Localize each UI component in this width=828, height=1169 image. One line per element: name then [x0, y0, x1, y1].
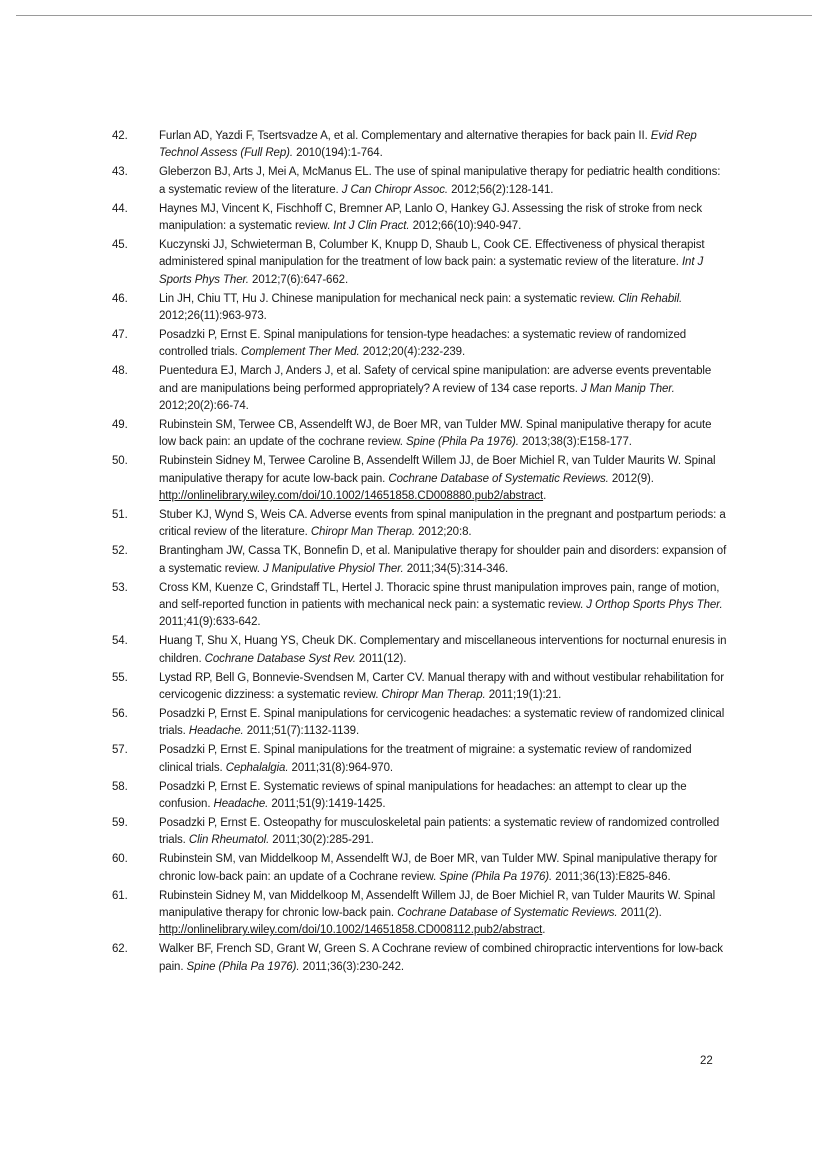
reference-item: [112, 815, 728, 850]
reference-citation: 2012;20(2):66-74.: [159, 400, 249, 413]
reference-authors-title: Posadzki P, Ernst E. Spinal manipulations for cervicogenic headaches: a systematic review of randomized clinical trials.: [159, 708, 725, 738]
reference-authors-title: Rubinstein SM, Terwee CB, Assendelft WJ, de Boer MR, van Tulder MW. Spinal manipulative therapy for acute low back pain: an update of the cochrane review.: [159, 419, 712, 449]
reference-citation: 2011;51(9):1419-1425.: [268, 798, 386, 811]
reference-item: [112, 363, 728, 415]
reference-citation: 2011;41(9):633-642.: [159, 616, 261, 629]
reference-citation: 2012;26(11):963-973.: [159, 310, 267, 323]
reference-item: [112, 543, 728, 578]
reference-item: [112, 851, 728, 886]
reference-journal: Spine (Phila Pa 1976).: [186, 960, 300, 973]
reference-item: [112, 779, 728, 814]
reference-citation: 2011(12).: [355, 652, 407, 665]
reference-journal: Headache.: [188, 725, 244, 738]
reference-item: [112, 507, 728, 542]
reference-journal: Complement Ther Med.: [240, 346, 360, 359]
reference-number: 57.: [112, 744, 128, 757]
reference-citation: 2012(9).: [608, 472, 654, 485]
reference-journal: Spine (Phila Pa 1976).: [439, 870, 553, 883]
reference-authors-title: Posadzki P, Ernst E. Spinal manipulations for tension-type headaches: a systematic review of randomized controlled trials.: [159, 328, 687, 359]
reference-journal: Clin Rehabil.: [618, 292, 683, 305]
reference-item: [112, 453, 728, 505]
reference-authors-title: Rubinstein SM, van Middelkoop M, Assendelft WJ, de Boer MR, van Tulder MW. Spinal manipulative therapy for chronic low-back pain: an update of a Cochrane review.: [159, 853, 718, 883]
reference-citation: 2012;20:8.: [415, 526, 472, 539]
reference-number: 56.: [112, 708, 128, 720]
reference-number: 55.: [112, 671, 128, 684]
reference-item: [112, 201, 728, 236]
reference-citation: 2013;38(3):E158-177.: [518, 436, 632, 449]
reference-authors-title: Furlan AD, Yazdi F, Tsertsvadze A, et al. Complementary and alternative therapies for back pain II.: [159, 130, 651, 142]
page-number: 22: [700, 1055, 713, 1067]
reference-authors-title: Lin JH, Chiu TT, Hu J. Chinese manipulation for mechanical neck pain: a systematic review.: [159, 292, 619, 305]
reference-journal: J Can Chiropr Assoc.: [341, 183, 448, 196]
reference-item: [112, 670, 728, 705]
reference-link[interactable]: http://onlinelibrary.wiley.com/doi/10.1002/14651858.CD008112.pub2/abstract: [159, 924, 543, 937]
reference-item: [112, 580, 728, 632]
reference-item: [112, 128, 728, 163]
reference-journal: Int J Sports Phys Ther.: [159, 256, 704, 286]
reference-number: 62.: [112, 943, 128, 956]
reference-list: [112, 128, 728, 978]
reference-item: [112, 164, 728, 199]
reference-authors-title: Posadzki P, Ernst E. Systematic reviews of spinal manipulations for headaches: an attempt to clear up the confusion.: [159, 780, 687, 811]
reference-journal: Evid Rep Technol Assess (Full Rep).: [159, 130, 697, 160]
reference-citation: 2010(194):1-764.: [292, 147, 383, 160]
reference-citation: 2011;36(13):E825-846.: [552, 870, 671, 883]
reference-citation: 2012;56(2):128-141.: [447, 183, 554, 196]
reference-journal: Chiropr Man Therap.: [310, 526, 416, 539]
reference-journal: Headache.: [213, 798, 269, 811]
reference-item: [112, 742, 728, 777]
reference-journal: Clin Rheumatol.: [188, 834, 270, 847]
reference-citation: 2012;7(6):647-662.: [248, 273, 349, 286]
reference-journal: Spine (Phila Pa 1976).: [405, 436, 519, 449]
reference-number: 59.: [112, 816, 128, 829]
reference-citation: 2011(2).: [617, 906, 662, 919]
reference-item: [112, 291, 728, 326]
reference-authors-title: Kuczynski JJ, Schwieterman B, Columber K, Knupp D, Shaub L, Cook CE. Effectiveness of physical therapist administered spinal manipulation for the treatment of low back pain: a systematic review of the literature.: [159, 238, 705, 269]
reference-citation: 2012;66(10):940-947.: [409, 220, 522, 233]
reference-number: 53.: [112, 581, 128, 594]
reference-item: [112, 633, 728, 668]
reference-citation: 2011;36(3):230-242.: [299, 960, 404, 973]
reference-journal: Int J Clin Pract.: [333, 220, 410, 233]
reference-authors-title: Rubinstein Sidney M, Terwee Caroline B, Assendelft Willem JJ, de Boer Michiel R, van Tulder Maurits W. Spinal manipulative therapy for acute low-back pain.: [159, 455, 716, 485]
reference-citation: 2012;20(4):232-239.: [359, 346, 466, 359]
reference-authors-title: Posadzki P, Ernst E. Osteopathy for musculoskeletal pain patients: a systematic review of randomized controlled trials.: [159, 816, 720, 847]
reference-journal: J Man Manip Ther.: [580, 382, 675, 395]
reference-journal: J Orthop Sports Phys Ther.: [586, 599, 723, 612]
reference-authors-title: Huang T, Shu X, Huang YS, Cheuk DK. Complementary and miscellaneous interventions for nocturnal enuresis in children.: [159, 635, 727, 665]
reference-authors-title: Posadzki P, Ernst E. Spinal manipulations for the treatment of migraine: a systematic review of randomized clinical trials.: [159, 744, 692, 774]
reference-number: 44.: [112, 202, 128, 215]
reference-citation: 2011;19(1):21.: [485, 689, 562, 702]
reference-item: [112, 237, 728, 289]
reference-number: 51.: [112, 509, 128, 522]
reference-authors-title: Rubinstein Sidney M, van Middelkoop M, Assendelft Willem JJ, de Boer Michiel R, van Tulder Maurits W. Spinal manipulative therapy for chronic low-back pain.: [159, 889, 716, 919]
reference-citation: 2011;34(5):314-346.: [403, 562, 509, 575]
reference-journal: Cephalalgia.: [225, 761, 289, 774]
reference-authors-title: Stuber KJ, Wynd S, Weis CA. Adverse events from spinal manipulation in the pregnant and postpartum periods: a critical review of the literature.: [159, 509, 726, 539]
reference-item: [112, 327, 728, 362]
reference-item: [112, 888, 728, 940]
reference-item: [112, 941, 728, 976]
reference-number: 49.: [112, 419, 128, 431]
reference-authors-title: Haynes MJ, Vincent K, Fischhoff C, Bremner AP, Lanlo O, Hankey GJ. Assessing the risk of stroke from neck manipulation: a systematic review.: [159, 202, 703, 233]
reference-tail: .: [543, 490, 547, 503]
reference-journal: J Manipulative Physiol Ther.: [263, 562, 404, 575]
header-rule: [16, 15, 812, 16]
reference-citation: 2011;51(7):1132-1139.: [243, 725, 360, 738]
reference-number: 54.: [112, 635, 128, 648]
reference-citation: 2011;30(2):285-291.: [269, 834, 374, 847]
reference-number: 48.: [112, 365, 128, 378]
reference-citation: 2011;31(8):964-970.: [288, 761, 393, 774]
reference-link[interactable]: http://onlinelibrary.wiley.com/doi/10.1002/14651858.CD008880.pub2/abstract: [159, 490, 544, 503]
reference-item: [112, 417, 728, 452]
reference-journal: Chiropr Man Therap.: [381, 689, 486, 702]
reference-number: 45.: [112, 238, 128, 251]
reference-journal: Cochrane Database Syst Rev.: [204, 652, 356, 665]
reference-number: 61.: [112, 889, 128, 902]
reference-authors-title: Cross KM, Kuenze C, Grindstaff TL, Hertel J. Thoracic spine thrust manipulation improves pain, range of motion, and self-reported function in patients with mechanical neck pain: a systematic review.: [159, 581, 720, 612]
reference-tail: .: [542, 924, 546, 937]
reference-number: 58.: [112, 780, 128, 793]
reference-number: 50.: [112, 455, 128, 468]
reference-journal: Cochrane Database of Systematic Reviews.: [388, 472, 609, 485]
reference-authors-title: Brantingham JW, Cassa TK, Bonnefin D, et al. Manipulative therapy for shoulder pain and disorders: expansion of a systematic review.: [159, 545, 727, 575]
reference-number: 46.: [112, 292, 128, 305]
reference-number: 43.: [112, 166, 128, 179]
reference-authors-title: Lystad RP, Bell G, Bonnevie-Svendsen M, Carter CV. Manual therapy with and without vestibular rehabilitation for cervicogenic dizziness: a systematic review.: [159, 671, 724, 702]
reference-number: 42.: [112, 130, 128, 142]
reference-item: [112, 706, 728, 741]
reference-authors-title: Puentedura EJ, March J, Anders J, et al. Safety of cervical spine manipulation: are adverse events preventable and are manipulations being performed appropriately? A review of 134 case reports.: [159, 365, 712, 395]
reference-number: 47.: [112, 328, 128, 341]
reference-journal: Cochrane Database of Systematic Reviews.: [397, 906, 618, 919]
reference-authors-title: Walker BF, French SD, Grant W, Green S. A Cochrane review of combined chiropractic interventions for low-back pain.: [159, 943, 723, 973]
reference-authors-title: Gleberzon BJ, Arts J, Mei A, McManus EL. The use of spinal manipulative therapy for pediatric health conditions: a systematic review of the literature.: [159, 166, 721, 196]
reference-number: 60.: [112, 853, 128, 866]
reference-number: 52.: [112, 545, 128, 558]
